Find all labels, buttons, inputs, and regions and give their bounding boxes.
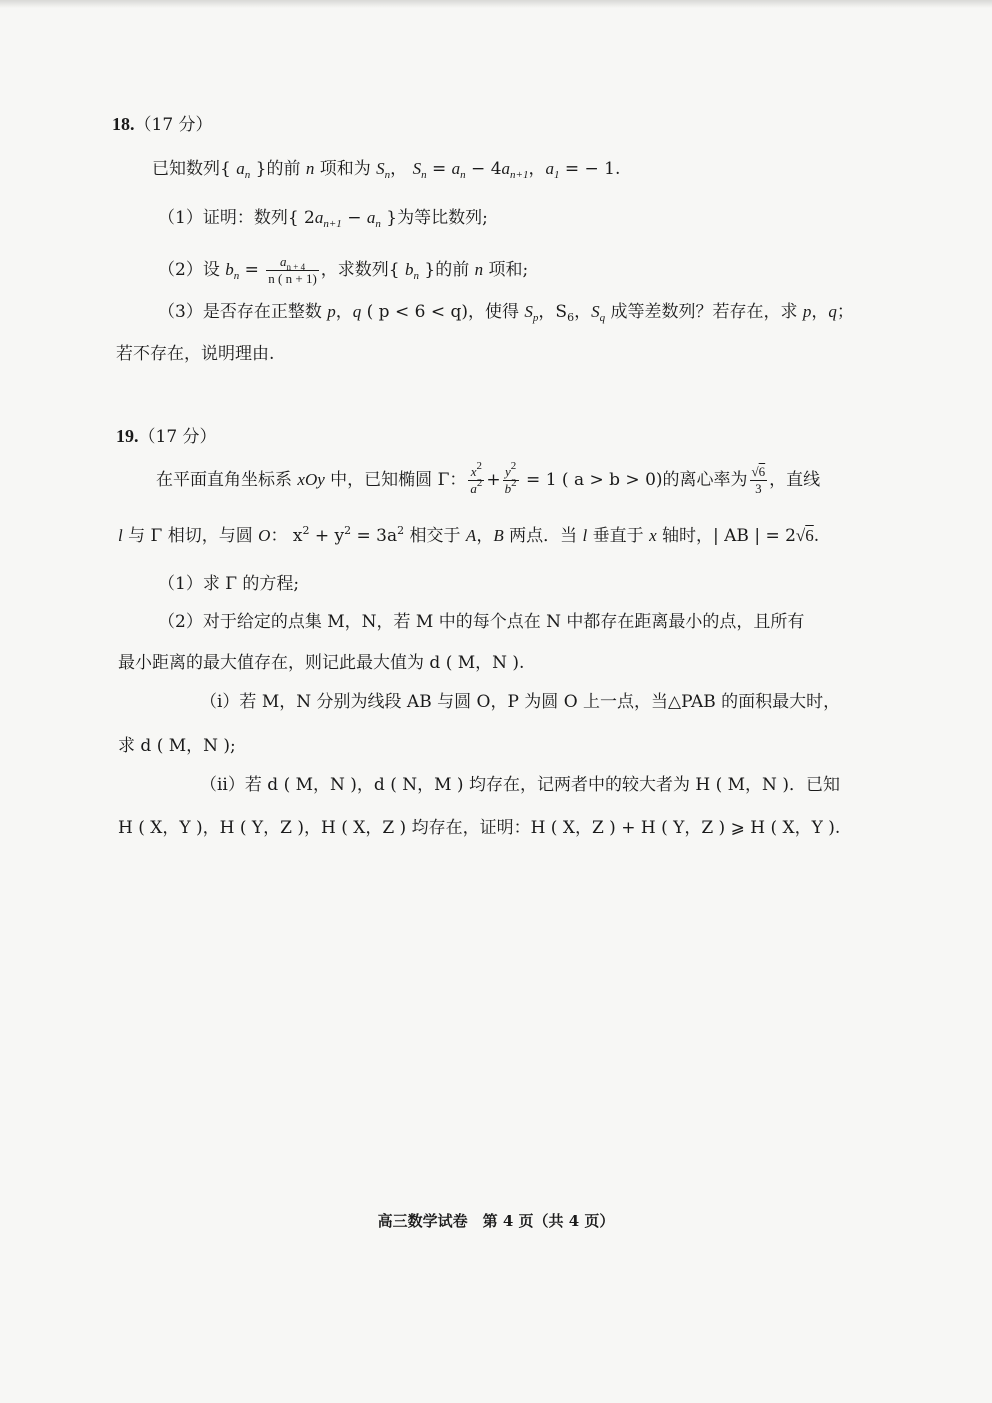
- q18-stem: 已知数列{ $a_n$ }的前 n 项和为 $S_n$， $S_n = a_n - 4a_{n+1}$，$a_1$ = − 1.: [152, 159, 621, 181]
- page-footer: 高三数学试卷 第 4 页（共 4 页）: [377, 1212, 615, 1230]
- eccentricity-fraction: $\frac{√6}{3}$: [751, 464, 766, 496]
- q18-part1: （1）证明：数列{ $2a_{n+1} - a_n$ }为等比数列;: [158, 208, 488, 230]
- q19-part1: （1）求 Γ 的方程;: [158, 574, 300, 594]
- q18-header: [112, 112, 213, 137]
- ellipse-y-fraction: $\frac{y^2}{b^2}$: [504, 460, 517, 496]
- q18-part3: （3）是否存在正整数 p，q ( p < 6 < q)，使得 $S_p$，$S_6$，$S_q$ 成等差数列？若存在，求 p，q；: [158, 302, 854, 324]
- scan-edge: [0, 0, 992, 8]
- q19-part2i-line2: 求 d ( M，N );: [118, 736, 236, 756]
- q19-part2-line2: 最小距离的最大值存在，则记此最大值为 d ( M，N ).: [118, 653, 525, 673]
- q18-marks: （17 分）: [134, 115, 213, 135]
- q18-part3-line2: 若不存在，说明理由.: [116, 344, 275, 364]
- q18-bn-fraction: $\frac{a_{n + 4}}{n ( n + 1)}$: [268, 254, 317, 286]
- q19-stem-line2: l 与 Γ 相切，与圆 O： $x^2 + y^2 = 3a^2$ 相交于 A，B 两点．当 l 垂直于 x 轴时，| AB | = 2√6.: [118, 524, 820, 546]
- q19-header: [116, 424, 217, 449]
- ellipse-x-fraction: $\frac{x^2}{a^2}$: [470, 460, 483, 496]
- q19-part2-line1: （2）对于给定的点集 M，N，若 M 中的每个点在 N 中都存在距离最小的点，且所有: [158, 612, 805, 632]
- q18-number: 18.: [112, 114, 135, 134]
- q19-marks: （17 分）: [138, 427, 217, 447]
- q19-stem: 在平面直角坐标系 xOy 中，已知椭圆 Γ： $\frac{x^2}{a^2}$ + $\frac{y^2}{b^2}$ = 1 ( a > b > 0)的离心率为 $\frac{√6}{3}$ ，直线: [156, 460, 821, 496]
- q19-part2ii-line1: （ii）若 d ( M，N )，d ( N，M ) 均存在，记两者中的较大者为 H ( M，N )．已知: [200, 775, 840, 795]
- q19-part2i-line1: （i）若 M，N 分别为线段 AB 与圆 O，P 为圆 O 上一点，当△PAB 的面积最大时，: [200, 692, 841, 712]
- q19-number: 19.: [116, 426, 139, 446]
- q19-part2ii-line2: H ( X，Y )，H ( Y，Z )，H ( X，Z ) 均存在，证明：H ( X，Z ) + H ( Y，Z ) ⩾ H ( X，Y ).: [118, 818, 841, 838]
- q18-part2: （2）设 $b_n$ = $\frac{a_{n + 4}}{n ( n + 1)}$ ，求数列{ $b_n$ }的前 n 项和;: [158, 254, 529, 286]
